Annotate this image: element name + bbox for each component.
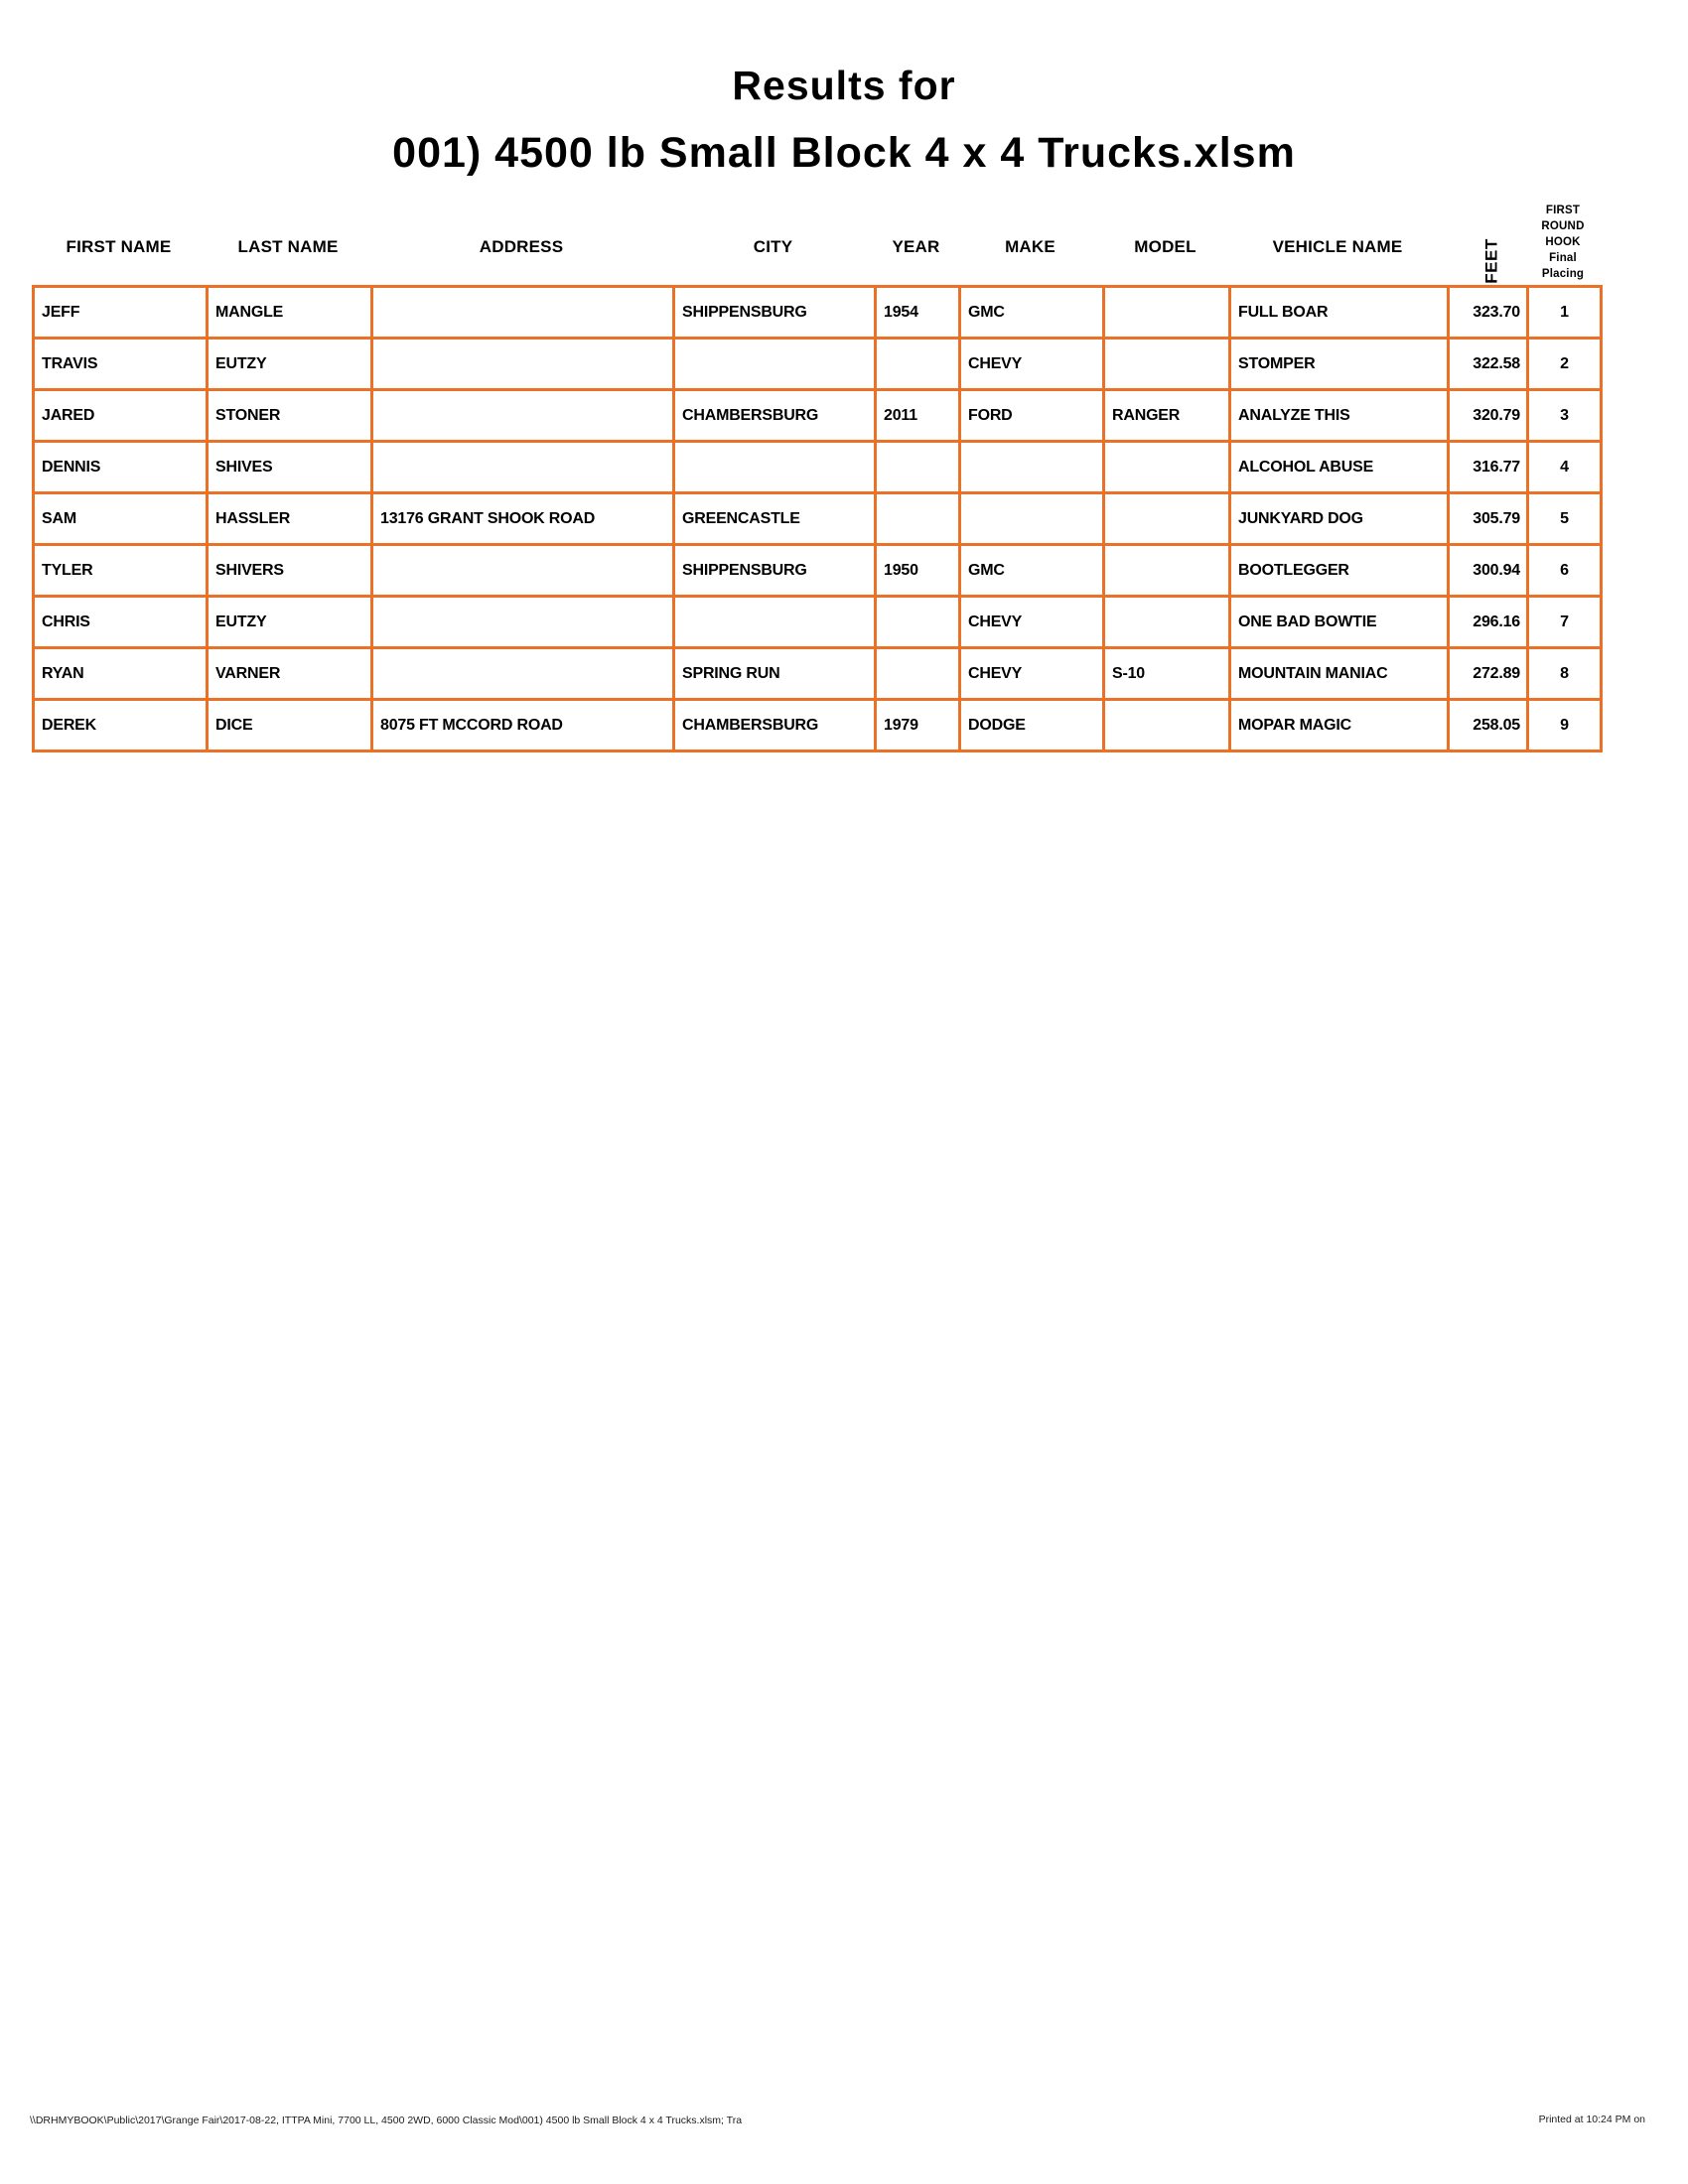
- cell-feet: 300.94: [1449, 545, 1528, 597]
- cell-city: [674, 442, 876, 493]
- cell-feet: 258.05: [1449, 700, 1528, 751]
- column-header-make: MAKE: [1005, 237, 1055, 256]
- cell-city: SPRING RUN: [674, 648, 876, 700]
- table-row: [34, 339, 1602, 390]
- cell-model: [1104, 700, 1230, 751]
- cell-placing: 9: [1528, 700, 1602, 751]
- feet-rotated-label: FEET: [1481, 238, 1501, 284]
- cell-model: [1104, 545, 1230, 597]
- cell-placing: 7: [1528, 597, 1602, 648]
- column-header-last-name: LAST NAME: [237, 237, 339, 256]
- column-header-city: CITY: [753, 237, 793, 256]
- cell-city: SHIPPENSBURG: [674, 545, 876, 597]
- column-header-address: ADDRESS: [479, 237, 564, 256]
- cell-model: S-10: [1104, 648, 1230, 700]
- cell-model: [1104, 597, 1230, 648]
- cell-address: [372, 442, 674, 493]
- cell-first-name: TYLER: [34, 545, 208, 597]
- cell-vehicle-name: ANALYZE THIS: [1230, 390, 1449, 442]
- cell-address: [372, 287, 674, 339]
- cell-placing: 5: [1528, 493, 1602, 545]
- cell-feet: 322.58: [1449, 339, 1528, 390]
- cell-year: 1950: [876, 545, 960, 597]
- cell-vehicle-name: BOOTLEGGER: [1230, 545, 1449, 597]
- cell-feet: 272.89: [1449, 648, 1528, 700]
- cell-model: [1104, 339, 1230, 390]
- cell-make: GMC: [960, 287, 1104, 339]
- cell-city: CHAMBERSBURG: [674, 390, 876, 442]
- cell-last-name: EUTZY: [208, 597, 372, 648]
- cell-address: [372, 390, 674, 442]
- cell-placing: 4: [1528, 442, 1602, 493]
- cell-last-name: HASSLER: [208, 493, 372, 545]
- cell-vehicle-name: MOUNTAIN MANIAC: [1230, 648, 1449, 700]
- cell-vehicle-name: STOMPER: [1230, 339, 1449, 390]
- table-row: [34, 493, 1602, 545]
- cell-last-name: SHIVERS: [208, 545, 372, 597]
- cell-vehicle-name: ONE BAD BOWTIE: [1230, 597, 1449, 648]
- placing-header-line: HOOK: [1545, 236, 1581, 248]
- table-row: [34, 442, 1602, 493]
- cell-year: [876, 493, 960, 545]
- cell-model: RANGER: [1104, 390, 1230, 442]
- cell-first-name: JARED: [34, 390, 208, 442]
- cell-city: GREENCASTLE: [674, 493, 876, 545]
- column-header-year: YEAR: [892, 237, 940, 256]
- cell-first-name: JEFF: [34, 287, 208, 339]
- cell-address: [372, 597, 674, 648]
- cell-city: [674, 339, 876, 390]
- placing-header-line: ROUND: [1541, 220, 1585, 232]
- cell-year: [876, 442, 960, 493]
- table-row: [34, 287, 1602, 339]
- cell-placing: 8: [1528, 648, 1602, 700]
- column-header-feet: [1447, 196, 1526, 284]
- cell-city: SHIPPENSBURG: [674, 287, 876, 339]
- cell-address: [372, 339, 674, 390]
- cell-vehicle-name: ALCOHOL ABUSE: [1230, 442, 1449, 493]
- cell-year: [876, 648, 960, 700]
- cell-last-name: SHIVES: [208, 442, 372, 493]
- cell-year: [876, 597, 960, 648]
- footer-printed-at: Printed at 10:24 PM on: [1538, 2114, 1645, 2125]
- cell-make: DODGE: [960, 700, 1104, 751]
- cell-vehicle-name: JUNKYARD DOG: [1230, 493, 1449, 545]
- cell-year: 1979: [876, 700, 960, 751]
- title-line-2: 001) 4500 lb Small Block 4 x 4 Trucks.xlsm: [392, 129, 1296, 177]
- column-header-vehicle-name: VEHICLE NAME: [1272, 237, 1403, 256]
- results-table: [32, 285, 1603, 752]
- cell-make: FORD: [960, 390, 1104, 442]
- cell-address: 8075 FT MCCORD ROAD: [372, 700, 674, 751]
- cell-last-name: STONER: [208, 390, 372, 442]
- cell-first-name: DENNIS: [34, 442, 208, 493]
- column-header-model: MODEL: [1134, 237, 1196, 256]
- cell-first-name: DEREK: [34, 700, 208, 751]
- cell-year: 1954: [876, 287, 960, 339]
- cell-last-name: EUTZY: [208, 339, 372, 390]
- cell-vehicle-name: MOPAR MAGIC: [1230, 700, 1449, 751]
- cell-address: [372, 545, 674, 597]
- cell-feet: 316.77: [1449, 442, 1528, 493]
- cell-placing: 6: [1528, 545, 1602, 597]
- cell-placing: 2: [1528, 339, 1602, 390]
- cell-first-name: CHRIS: [34, 597, 208, 648]
- cell-vehicle-name: FULL BOAR: [1230, 287, 1449, 339]
- cell-model: [1104, 287, 1230, 339]
- cell-make: CHEVY: [960, 648, 1104, 700]
- cell-first-name: TRAVIS: [34, 339, 208, 390]
- title-line-1: Results for: [732, 63, 956, 108]
- cell-last-name: VARNER: [208, 648, 372, 700]
- placing-header-line: Placing: [1541, 268, 1585, 280]
- cell-year: 2011: [876, 390, 960, 442]
- cell-first-name: SAM: [34, 493, 208, 545]
- cell-model: [1104, 493, 1230, 545]
- cell-placing: 1: [1528, 287, 1602, 339]
- table-row: [34, 545, 1602, 597]
- cell-model: [1104, 442, 1230, 493]
- cell-make: GMC: [960, 545, 1104, 597]
- cell-feet: 320.79: [1449, 390, 1528, 442]
- cell-placing: 3: [1528, 390, 1602, 442]
- cell-feet: 305.79: [1449, 493, 1528, 545]
- cell-city: CHAMBERSBURG: [674, 700, 876, 751]
- table-row: [34, 648, 1602, 700]
- cell-last-name: DICE: [208, 700, 372, 751]
- placing-header-line: FIRST: [1545, 205, 1581, 216]
- footer-file-path: \\DRHMYBOOK\Public\2017\Grange Fair\2017-08-22, ITTPA Mini, 7700 LL, 4500 2WD, 6000 Classic Mod\001) 4500 lb Small Block 4 x 4 Trucks.xlsm; Tra: [30, 2115, 743, 2126]
- cell-first-name: RYAN: [34, 648, 208, 700]
- cell-make: [960, 442, 1104, 493]
- page-title: [0, 62, 1688, 177]
- placing-header-line: Final: [1549, 252, 1577, 264]
- cell-feet: 296.16: [1449, 597, 1528, 648]
- column-header-placing: [1526, 203, 1600, 282]
- cell-address: 13176 GRANT SHOOK ROAD: [372, 493, 674, 545]
- table-header: [32, 194, 1600, 285]
- cell-year: [876, 339, 960, 390]
- cell-make: CHEVY: [960, 339, 1104, 390]
- cell-city: [674, 597, 876, 648]
- cell-make: [960, 493, 1104, 545]
- cell-address: [372, 648, 674, 700]
- table-row: [34, 700, 1602, 751]
- cell-feet: 323.70: [1449, 287, 1528, 339]
- table-row: [34, 597, 1602, 648]
- results-table-body: [34, 287, 1602, 751]
- table-row: [34, 390, 1602, 442]
- cell-make: CHEVY: [960, 597, 1104, 648]
- column-header-first-name: FIRST NAME: [66, 237, 172, 256]
- cell-last-name: MANGLE: [208, 287, 372, 339]
